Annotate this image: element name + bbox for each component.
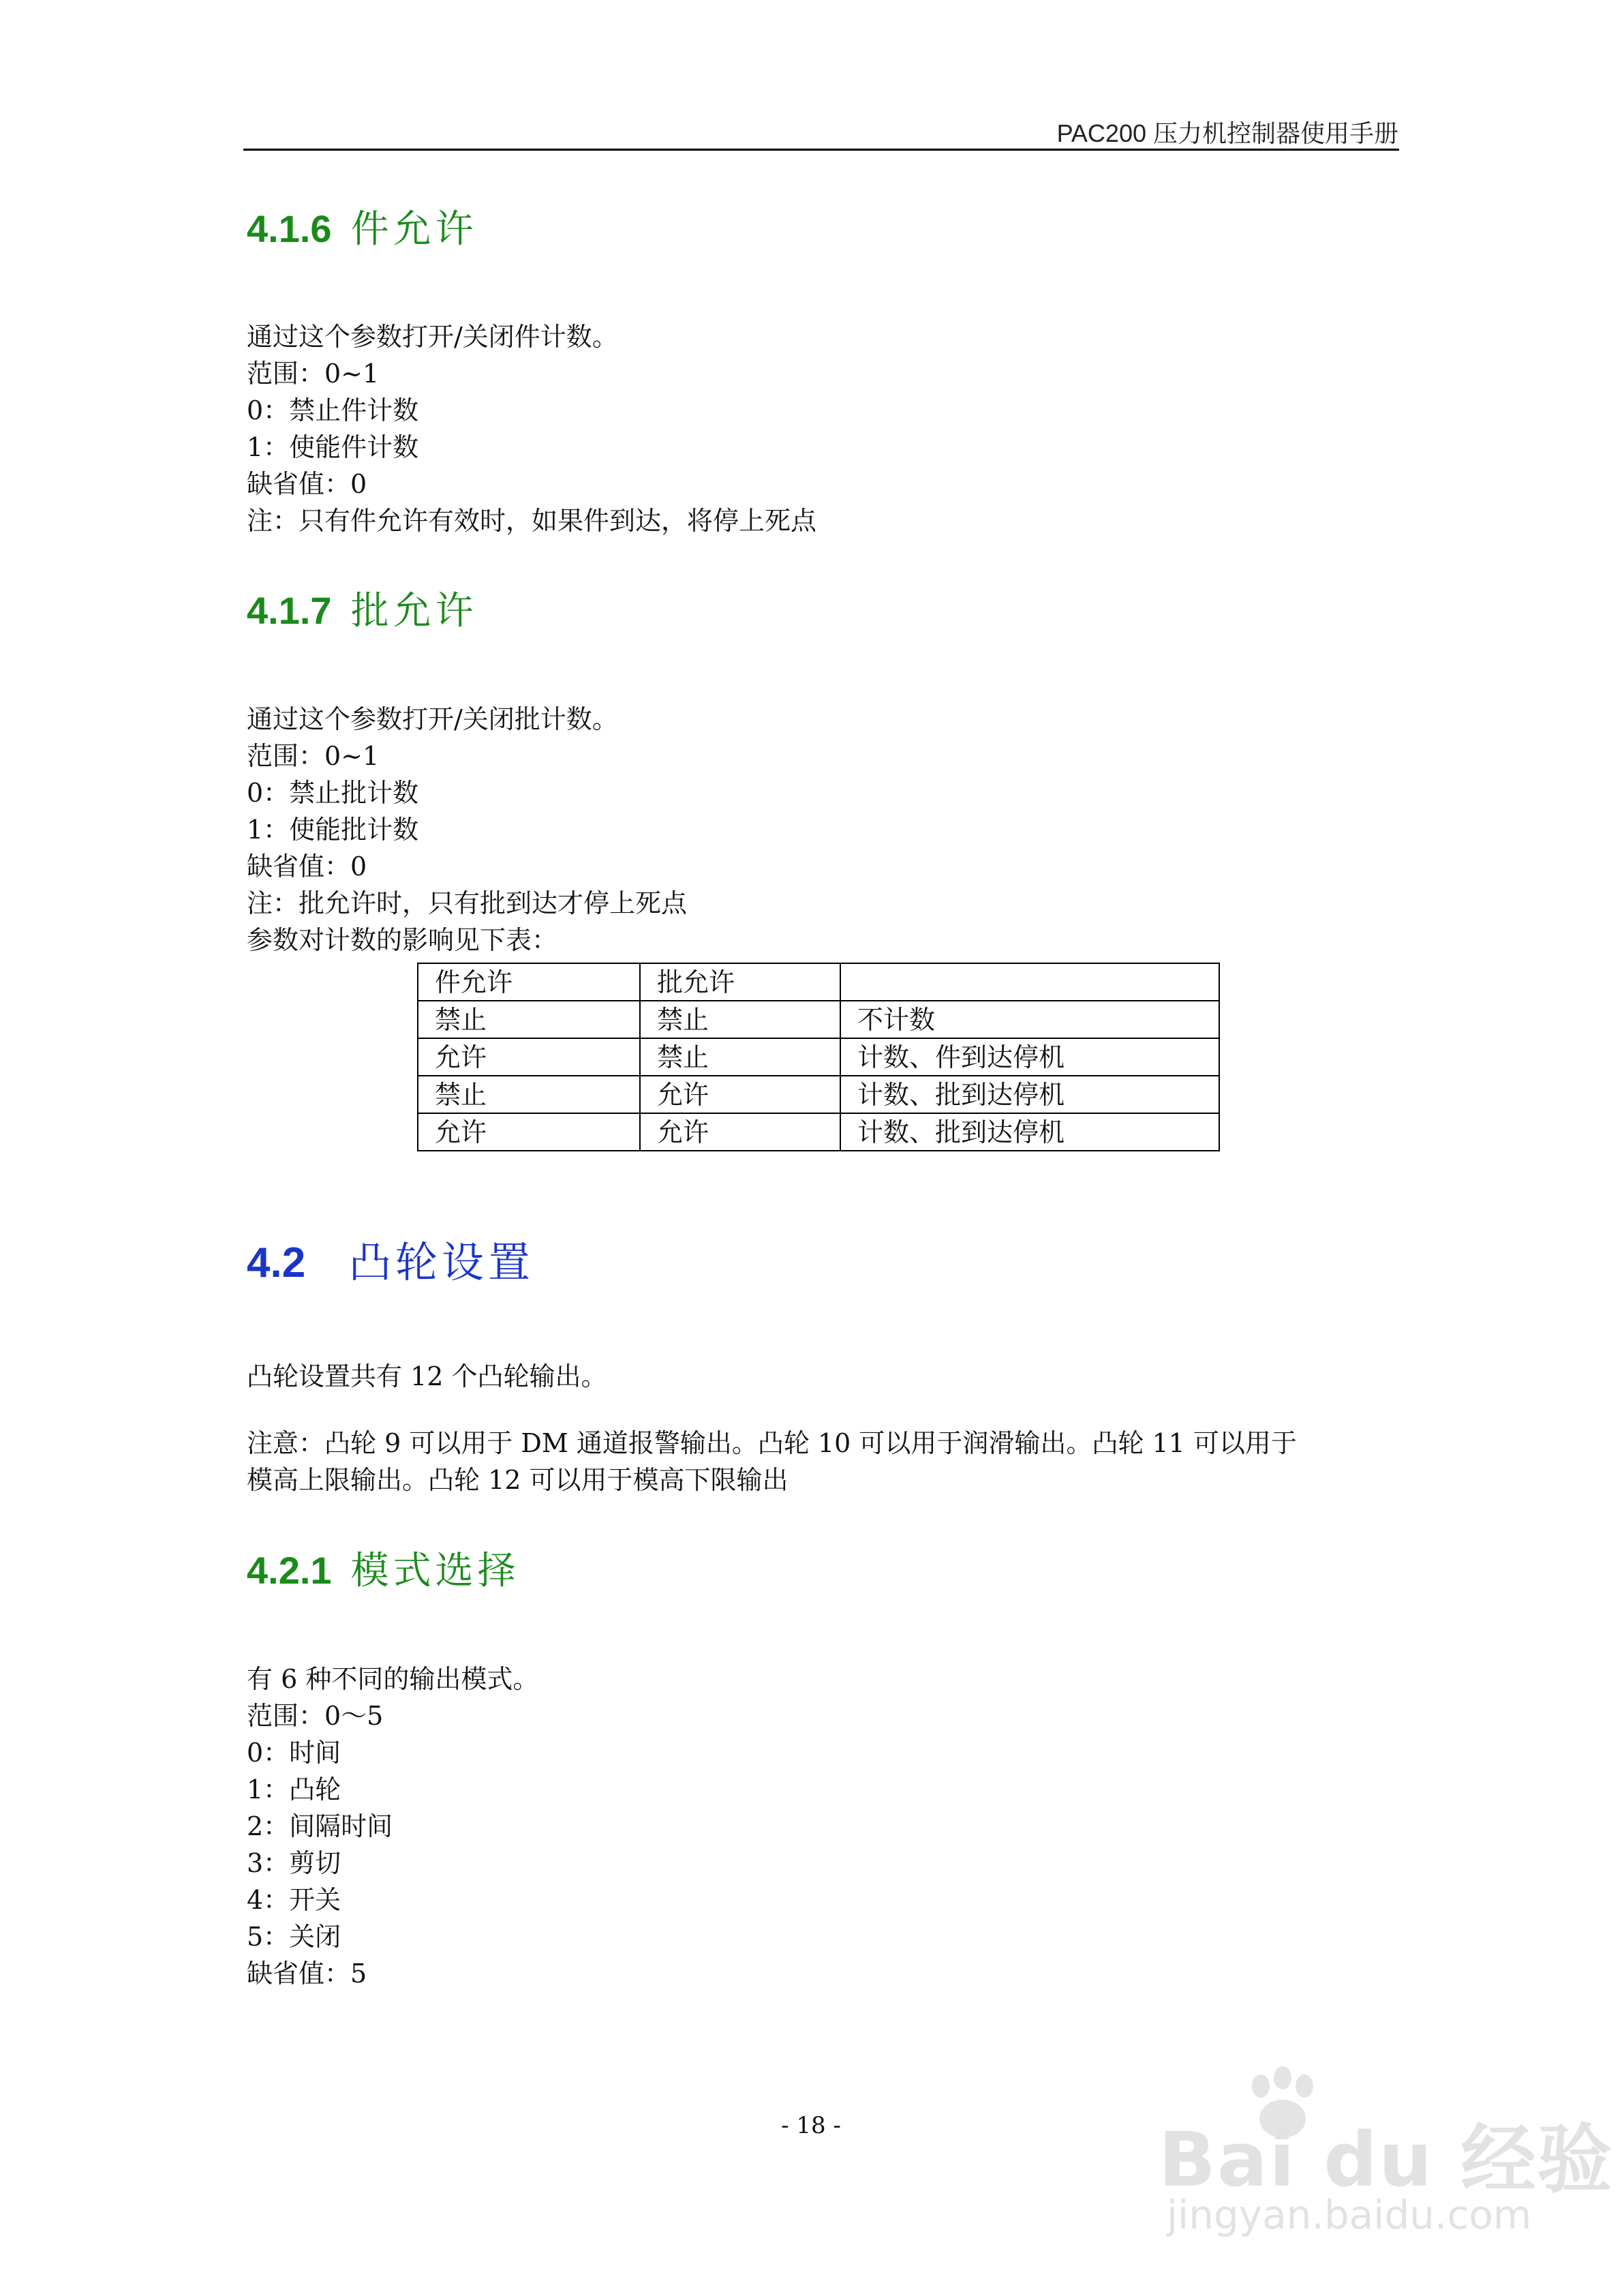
table-header-cell: 批允许	[640, 963, 840, 1001]
watermark-logo: Bai du 经验	[1159, 2116, 1614, 2203]
section-heading-4-2	[247, 1228, 534, 1289]
section-title: 件允许	[350, 207, 478, 250]
table-cell: 禁止	[640, 1038, 840, 1076]
table-row	[418, 1113, 1219, 1151]
table-cell: 允许	[418, 1113, 640, 1151]
paragraph: 通过这个参数打开/关闭件计数。	[247, 322, 618, 352]
table-cell: 禁止	[640, 1001, 840, 1038]
paragraph: 0：禁止批计数	[247, 778, 419, 808]
table-row	[418, 1038, 1219, 1076]
paragraph: 凸轮设置共有 12 个凸轮输出。	[247, 1361, 607, 1391]
paragraph: 3：剪切	[247, 1848, 341, 1878]
paragraph: 0：禁止件计数	[247, 395, 419, 425]
running-header: PAC200 压力机控制器使用手册	[1056, 119, 1398, 147]
table-header-cell: 件允许	[418, 963, 640, 1001]
paragraph: 范围：0~1	[247, 359, 380, 389]
table-cell: 允许	[640, 1113, 840, 1151]
table-row	[418, 1076, 1219, 1113]
paragraph: 有 6 种不同的输出模式。	[247, 1664, 539, 1694]
table-cell: 计数、批到达停机	[840, 1113, 1219, 1151]
paragraph: 缺省值：0	[247, 469, 367, 499]
section-title: 模式选择	[350, 1549, 520, 1592]
header-rule	[243, 149, 1399, 151]
table-cell: 允许	[418, 1038, 640, 1076]
section-number: 4.1.6	[247, 207, 332, 250]
table-cell: 允许	[640, 1076, 840, 1113]
paragraph: 缺省值：0	[247, 851, 367, 881]
table-cell: 计数、批到达停机	[840, 1076, 1219, 1113]
section-number: 4.1.7	[247, 589, 332, 632]
table-cell: 计数、件到达停机	[840, 1038, 1219, 1076]
section-title: 凸轮设置	[349, 1239, 535, 1286]
section-number: 4.2.1	[247, 1549, 332, 1592]
paragraph: 参数对计数的影响见下表：	[247, 925, 558, 955]
table-cell: 禁止	[418, 1001, 640, 1038]
paragraph: 1：使能批计数	[247, 815, 419, 845]
table-cell: 禁止	[418, 1076, 640, 1113]
note: 注：批允许时，只有批到达才停上死点	[247, 888, 688, 918]
paragraph: 范围：0～5	[247, 1701, 384, 1731]
paragraph: 0：时间	[247, 1738, 341, 1768]
count-effect-table	[417, 963, 1220, 1151]
paragraph: 缺省值：5	[247, 1959, 367, 1989]
note: 注意：凸轮 9 可以用于 DM 通道报警输出。凸轮 10 可以用于润滑输出。凸轮 11 可以用于	[247, 1428, 1297, 1458]
section-heading-4-1-6	[247, 199, 478, 254]
section-title: 批允许	[350, 589, 478, 632]
paragraph: 范围：0~1	[247, 741, 380, 771]
page-number: - 18 -	[781, 2112, 841, 2139]
paragraph: 2：间隔时间	[247, 1811, 393, 1841]
table-header-cell	[840, 963, 1219, 1001]
section-heading-4-1-7	[247, 581, 478, 635]
paragraph: 1：使能件计数	[247, 432, 419, 462]
note: 注：只有件允许有效时，如果件到达，将停上死点	[247, 506, 817, 536]
section-number: 4.2	[247, 1239, 306, 1286]
paragraph: 1：凸轮	[247, 1774, 341, 1804]
watermark-url: jingyan.baidu.com	[1167, 2192, 1532, 2238]
table-header-row	[418, 963, 1219, 1001]
paragraph: 通过这个参数打开/关闭批计数。	[247, 704, 618, 734]
note-continued: 模高上限输出。凸轮 12 可以用于模高下限输出	[247, 1465, 789, 1495]
paragraph: 4：开关	[247, 1885, 341, 1915]
table-row	[418, 1001, 1219, 1038]
paragraph: 5：关闭	[247, 1922, 341, 1952]
table-cell: 不计数	[840, 1001, 1219, 1038]
section-heading-4-2-1	[247, 1541, 520, 1595]
